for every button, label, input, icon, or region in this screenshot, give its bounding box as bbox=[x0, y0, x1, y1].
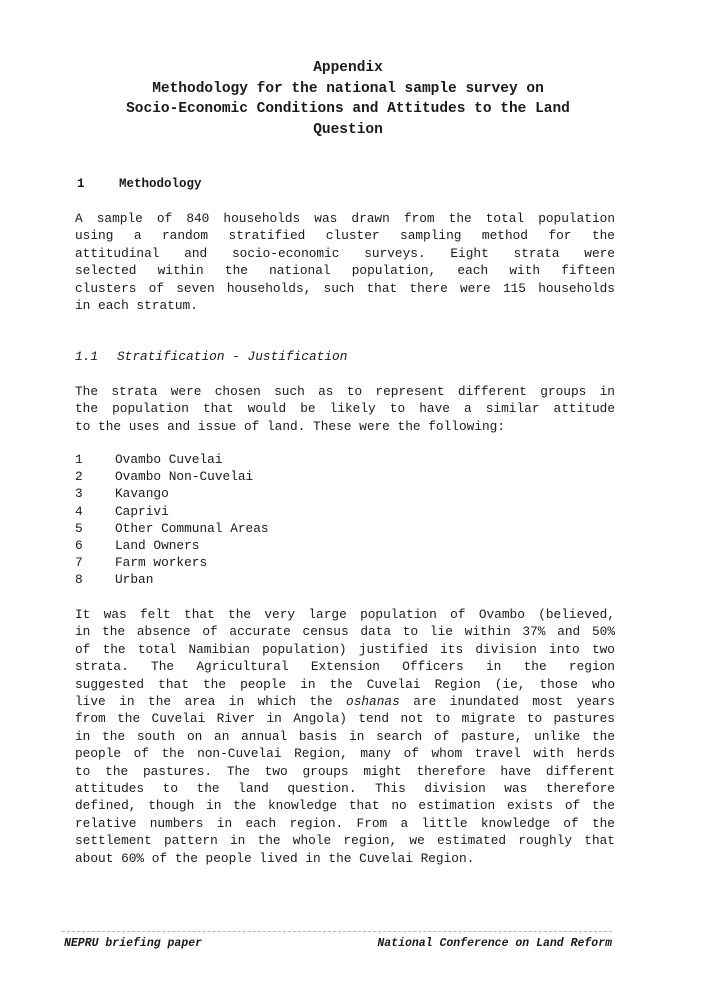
paragraph-line: the population that would be likely to have a similar attitude bbox=[75, 401, 615, 417]
footer-conference: National Conference on Land Reform bbox=[377, 937, 612, 950]
list-label: Farm workers bbox=[115, 555, 208, 571]
list-number: 6 bbox=[75, 538, 83, 554]
paragraph-line: in each stratum. bbox=[75, 298, 198, 314]
paragraph-line: about 60% of the people lived in the Cuvelai Region. bbox=[75, 850, 475, 866]
list-label: Ovambo Cuvelai bbox=[115, 452, 223, 467]
footer-divider bbox=[62, 931, 612, 932]
list-number: 4 bbox=[75, 503, 83, 519]
paragraph-line: to the uses and issue of land. These were the following: bbox=[75, 418, 506, 434]
paragraph-line: suggested that the people in the Cuvelai Region (ie, those who bbox=[75, 676, 615, 692]
section-number: 1 bbox=[77, 177, 85, 191]
list-label: Kavango bbox=[115, 486, 169, 502]
subsection-number: 1.1 bbox=[75, 349, 99, 364]
paragraph-line: in the south on an annual basis in search of pasture, unlike the bbox=[75, 728, 615, 744]
paragraph-line: people of the non-Cuvelai Region, many of whom travel with herds bbox=[75, 746, 615, 762]
subsection-title: Stratification - Justification bbox=[117, 349, 348, 364]
list-label: Urban bbox=[115, 572, 154, 588]
italic-term: oshanas bbox=[346, 694, 400, 710]
strata-list bbox=[75, 451, 269, 589]
paragraph-line: A sample of 840 households was drawn from the total population bbox=[75, 211, 615, 226]
paragraph-line: strata. The Agricultural Extension Officers in the region bbox=[75, 659, 615, 675]
list-item bbox=[75, 554, 269, 571]
list-number: 5 bbox=[75, 520, 83, 536]
list-item bbox=[75, 537, 269, 554]
list-number: 2 bbox=[75, 469, 83, 485]
title-line-3: Socio-Economic Conditions and Attitudes to the Land bbox=[126, 101, 570, 117]
paragraph-line: settlement pattern in the whole region, we estimated roughly that bbox=[75, 833, 615, 849]
list-item bbox=[75, 520, 269, 537]
subsection-1-1-heading bbox=[75, 349, 347, 364]
footer-publication: NEPRU briefing paper bbox=[64, 937, 203, 950]
paragraph-line: The strata were chosen such as to represent different groups in bbox=[75, 384, 615, 399]
paragraph-line: using a random stratified cluster sampling method for the bbox=[75, 228, 615, 244]
justification-paragraph bbox=[75, 606, 615, 867]
list-item bbox=[75, 451, 269, 468]
paragraph-line: from the Cuvelai River in Angola) tend not to migrate to pastures bbox=[75, 711, 615, 727]
title-line-4: Question bbox=[313, 121, 383, 138]
paragraph-line: defined, though in the knowledge that no estimation exists of the bbox=[75, 798, 615, 814]
list-label: Caprivi bbox=[115, 503, 169, 519]
paragraph-line: of the total Namibian population) justified its division into two bbox=[75, 641, 615, 657]
list-item bbox=[75, 503, 269, 520]
paragraph-line: attitudes to the land question. This division was therefore bbox=[75, 781, 615, 797]
title-line-2: Methodology for the national sample survey on bbox=[152, 80, 544, 97]
paragraph-line: selected within the national population, each with fifteen bbox=[75, 263, 615, 279]
paragraph-line: It was felt that the very large population of Ovambo (believed, bbox=[75, 607, 615, 622]
section-1-heading bbox=[77, 177, 202, 191]
paragraph-line: relative numbers in each region. From a little knowledge of the bbox=[75, 815, 615, 831]
list-number: 3 bbox=[75, 486, 83, 502]
list-number: 1 bbox=[75, 452, 83, 467]
title-line-1: Appendix bbox=[313, 60, 383, 76]
strata-intro-paragraph bbox=[75, 383, 615, 435]
list-item bbox=[75, 485, 269, 502]
paragraph-line: live in the area in which the oshanas are inundated most years bbox=[75, 694, 615, 710]
list-item bbox=[75, 468, 269, 485]
document-title bbox=[70, 58, 626, 140]
paragraph-line: to the pastures. The two groups might therefore have different bbox=[75, 763, 615, 779]
paragraph-line: in the absence of accurate census data to lie within 37% and 50% bbox=[75, 624, 615, 640]
paragraph-line: attitudinal and socio-economic surveys. Eight strata were bbox=[75, 245, 615, 261]
section-title: Methodology bbox=[119, 177, 202, 191]
list-number: 8 bbox=[75, 572, 83, 588]
methodology-paragraph bbox=[75, 210, 615, 314]
list-item bbox=[75, 571, 269, 588]
list-number: 7 bbox=[75, 555, 83, 571]
list-label: Ovambo Non-Cuvelai bbox=[115, 469, 254, 485]
list-label: Other Communal Areas bbox=[115, 520, 269, 536]
paragraph-line: clusters of seven households, such that there were 115 households bbox=[75, 280, 615, 296]
list-label: Land Owners bbox=[115, 538, 200, 554]
